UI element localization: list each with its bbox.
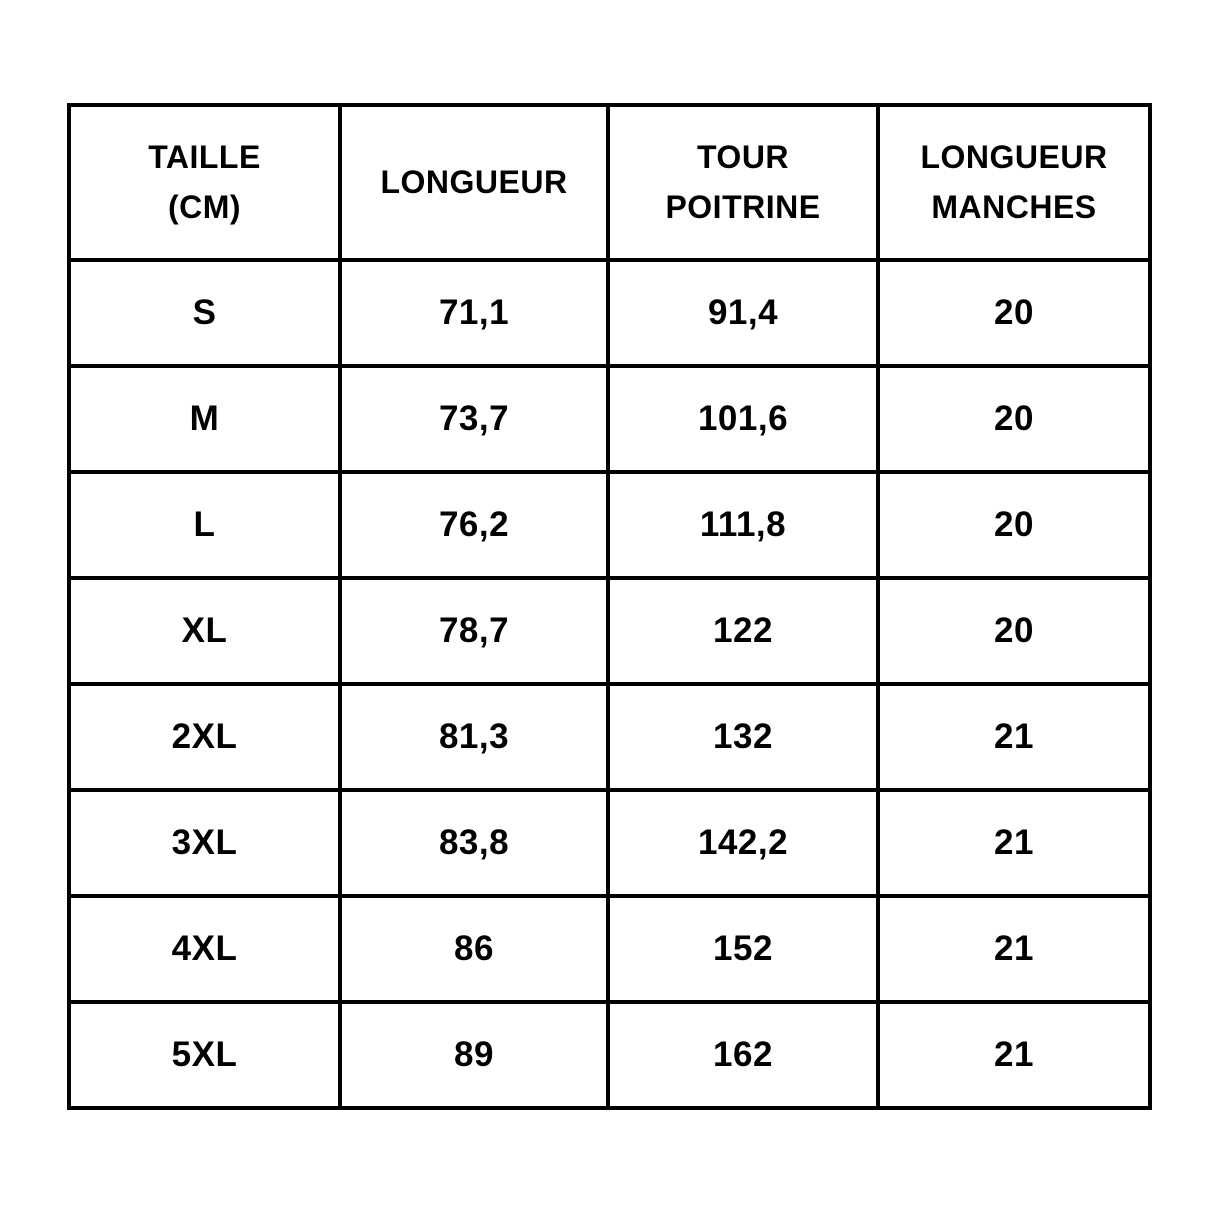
header-tour-poitrine-line2: POITRINE xyxy=(665,188,821,225)
longueur-cell: 78,7 xyxy=(340,578,608,684)
table-row-l xyxy=(69,472,1150,578)
size-cell: XL xyxy=(69,578,340,684)
longueur-cell: 86 xyxy=(340,896,608,1002)
header-longueur-manches-line2: MANCHES xyxy=(931,188,1097,225)
size-cell: L xyxy=(69,472,340,578)
longueur-manches-cell: 21 xyxy=(878,790,1150,896)
header-taille-line2: (CM) xyxy=(167,188,242,225)
tour-poitrine-cell: 142,2 xyxy=(608,790,878,896)
longueur-manches-cell: 20 xyxy=(878,260,1150,366)
table-header-row xyxy=(69,105,1150,260)
table-row-2xl xyxy=(69,684,1150,790)
table-row-5xl xyxy=(69,1002,1150,1108)
longueur-cell: 76,2 xyxy=(340,472,608,578)
size-cell: M xyxy=(69,366,340,472)
size-cell: 4XL xyxy=(69,896,340,1002)
table-row-4xl xyxy=(69,896,1150,1002)
table-row-3xl xyxy=(69,790,1150,896)
table-row-xl xyxy=(69,578,1150,684)
table-row-m xyxy=(69,366,1150,472)
tour-poitrine-cell: 101,6 xyxy=(608,366,878,472)
tour-poitrine-cell: 122 xyxy=(608,578,878,684)
tour-poitrine-cell: 91,4 xyxy=(608,260,878,366)
longueur-cell: 71,1 xyxy=(340,260,608,366)
longueur-cell: 73,7 xyxy=(340,366,608,472)
longueur-manches-cell: 21 xyxy=(878,684,1150,790)
size-cell: 3XL xyxy=(69,790,340,896)
tour-poitrine-cell: 162 xyxy=(608,1002,878,1108)
size-cell: 2XL xyxy=(69,684,340,790)
longueur-cell: 89 xyxy=(340,1002,608,1108)
tour-poitrine-cell: 132 xyxy=(608,684,878,790)
header-longueur-line1: LONGUEUR xyxy=(380,163,568,200)
header-cell-longueur-manches xyxy=(878,105,1150,260)
longueur-cell: 83,8 xyxy=(340,790,608,896)
longueur-manches-cell: 20 xyxy=(878,578,1150,684)
longueur-cell: 81,3 xyxy=(340,684,608,790)
longueur-manches-cell: 21 xyxy=(878,896,1150,1002)
header-cell-longueur xyxy=(340,105,608,260)
table-row-s xyxy=(69,260,1150,366)
longueur-manches-cell: 21 xyxy=(878,1002,1150,1108)
header-cell-tour-poitrine xyxy=(608,105,878,260)
size-cell: S xyxy=(69,260,340,366)
longueur-manches-cell: 20 xyxy=(878,472,1150,578)
header-longueur-manches-line1: LONGUEUR xyxy=(920,138,1108,175)
size-chart-table xyxy=(67,103,1152,1110)
header-tour-poitrine-line1: TOUR xyxy=(696,138,790,175)
header-taille-line1: TAILLE xyxy=(148,138,261,175)
longueur-manches-cell: 20 xyxy=(878,366,1150,472)
tour-poitrine-cell: 111,8 xyxy=(608,472,878,578)
tour-poitrine-cell: 152 xyxy=(608,896,878,1002)
size-cell: 5XL xyxy=(69,1002,340,1108)
header-cell-taille xyxy=(69,105,340,260)
